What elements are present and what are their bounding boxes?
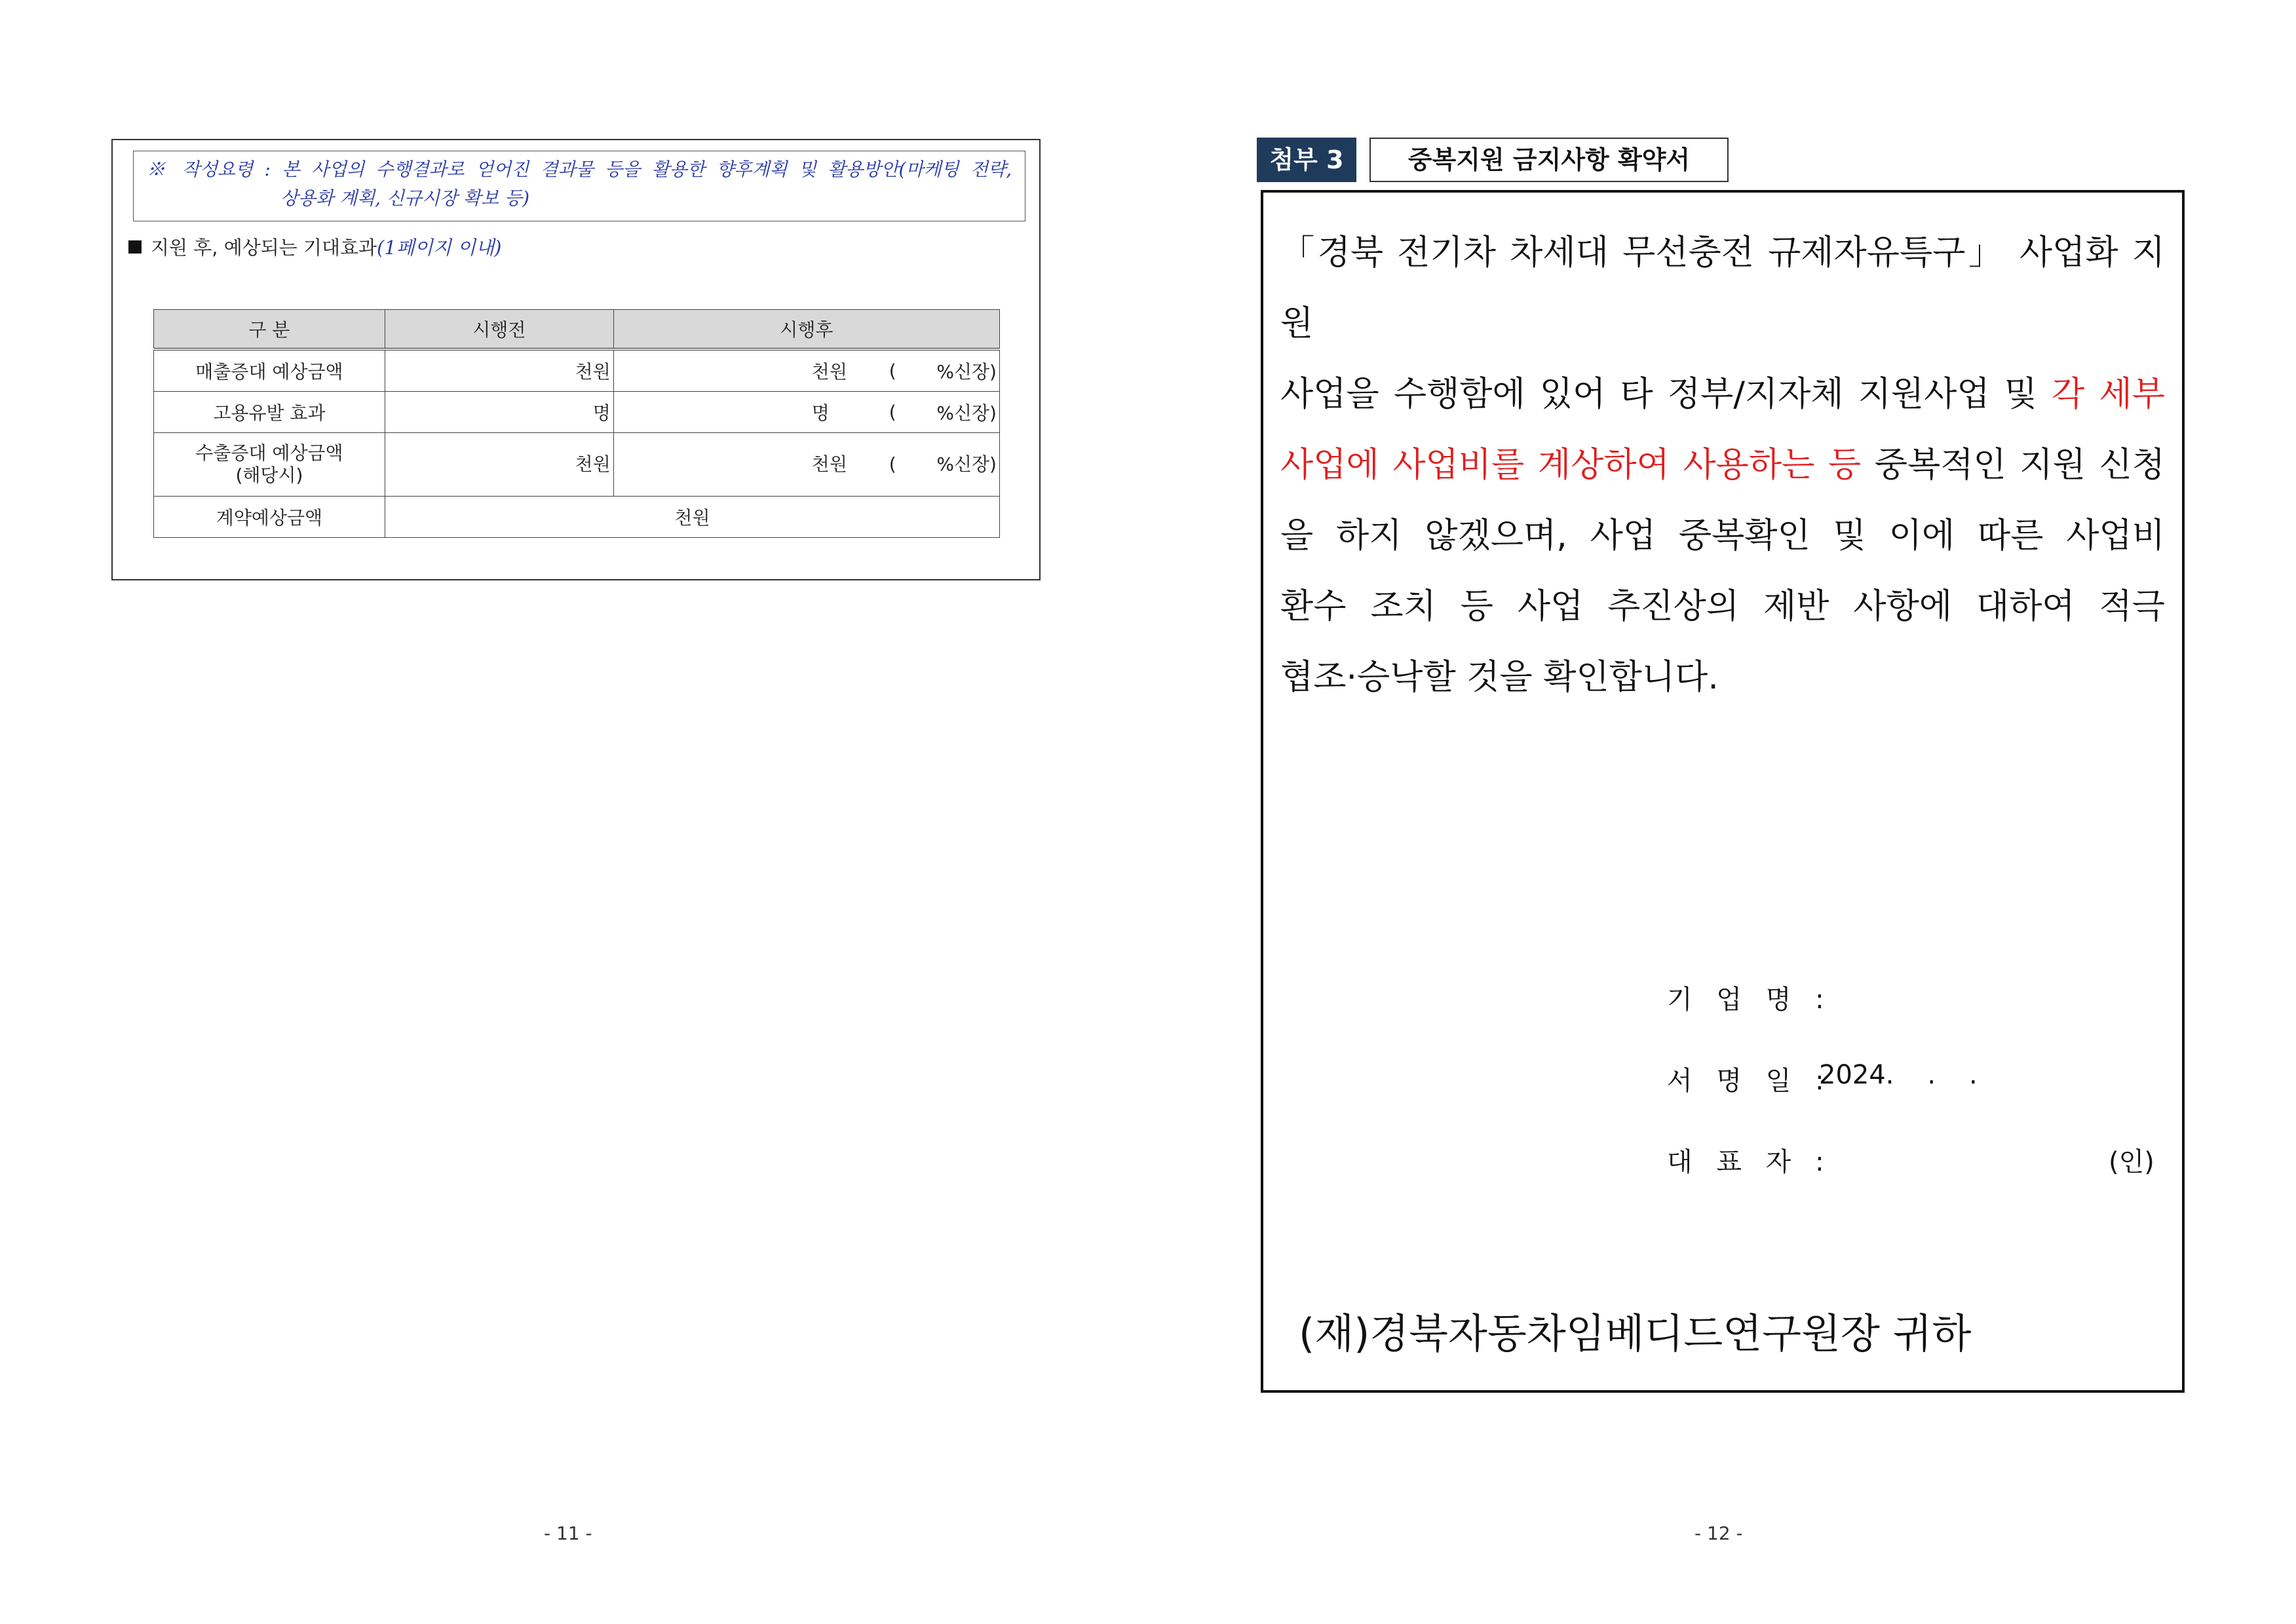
pledge-line-3 [1280, 430, 2165, 500]
addressee: (재)경북자동차임베디드연구원장 귀하 [1299, 1310, 1972, 1357]
after-paren: ( [889, 360, 896, 382]
row-label [154, 433, 385, 497]
guide-line-1: ※ 작성요령 : 본 사업의 수행결과로 얻어진 결과물 등을 활용한 향후계획 및 활용방안(마케팅 전략, [147, 159, 1012, 180]
before-cell[interactable]: 천원 [385, 433, 613, 497]
pledge-line-2-highlight: 각 세부 [2037, 375, 2165, 414]
after-percent: %신장) [936, 453, 997, 475]
row-label-line2: (해당시) [235, 464, 303, 486]
page-number-right: - 12 - [1694, 1522, 1743, 1544]
after-cell[interactable] [613, 349, 999, 392]
pledge-line-1: 「경북 전기차 차세대 무선충전 규제자유특구」 사업화 지원 [1280, 233, 2165, 343]
table-row [154, 349, 1000, 392]
row-label: 매출증대 예상금액 [154, 349, 385, 392]
pledge-line-2 [1280, 359, 2165, 430]
row-label-line1: 수출증대 예상금액 [195, 442, 343, 464]
expected-effect-heading [128, 235, 501, 261]
heading-text: 지원 후, 예상되는 기대효과 [151, 236, 377, 259]
table-row [154, 433, 1000, 497]
table-row [154, 497, 1000, 538]
guide-line-2: 상용화 계획, 신규시장 확보 등) [280, 187, 530, 209]
pledge-line-5: 환수 조치 등 사업 추진상의 제반 사항에 대하여 적극 [1280, 587, 2165, 626]
pledge-line-2-text: 사업을 수행함에 있어 타 정부/지자체 지원사업 및 [1280, 375, 2038, 414]
after-percent: %신장) [936, 361, 997, 383]
attachment-title: 중복지원 금지사항 확약서 [1369, 138, 1729, 182]
after-unit: 천원 [811, 361, 847, 383]
sign-date-value[interactable]: 2024. . . [1819, 1060, 1978, 1090]
merged-value-cell[interactable]: 천원 [385, 497, 999, 538]
header-after: 시행후 [613, 310, 999, 350]
pledge-line-3-highlight: 사업에 사업비를 계상하여 사용하는 등 [1280, 445, 1862, 485]
attachment-badge: 첨부 3 [1257, 138, 1356, 182]
writing-guide-box [133, 151, 1025, 221]
seal-mark: (인) [2109, 1147, 2154, 1177]
company-name-label: 기 업 명 : [1667, 985, 1832, 1015]
row-label: 고용유발 효과 [154, 392, 385, 433]
representative-label: 대 표 자 : [1667, 1147, 1832, 1177]
after-unit: 천원 [811, 453, 847, 475]
before-cell[interactable]: 명 [385, 392, 613, 433]
pledge-line-4: 을 하지 않겠으며, 사업 중복확인 및 이에 따른 사업비 [1280, 516, 2165, 556]
square-bullet-icon [128, 240, 142, 254]
after-percent: %신장) [936, 402, 997, 424]
heading-note: (1페이지 이내) [377, 236, 502, 259]
after-cell[interactable] [613, 392, 999, 433]
page-number-left: - 11 - [544, 1522, 592, 1544]
sign-date-label: 서 명 일 : [1667, 1066, 1832, 1096]
pledge-text [1280, 217, 2165, 713]
header-before: 시행전 [385, 310, 613, 350]
after-unit: 명 [811, 402, 830, 424]
table-header-row [154, 310, 1000, 350]
after-paren: ( [889, 453, 896, 475]
after-paren: ( [889, 401, 896, 423]
row-label: 계약예상금액 [154, 497, 385, 538]
after-cell[interactable] [613, 433, 999, 497]
header-category: 구 분 [154, 310, 385, 350]
expected-effect-table [153, 309, 1000, 538]
pledge-line-6: 협조·승낙할 것을 확인합니다. [1280, 658, 1719, 697]
pledge-line-3-text: 중복적인 지원 신청 [1861, 445, 2165, 485]
before-cell[interactable]: 천원 [385, 349, 613, 392]
table-row [154, 392, 1000, 433]
